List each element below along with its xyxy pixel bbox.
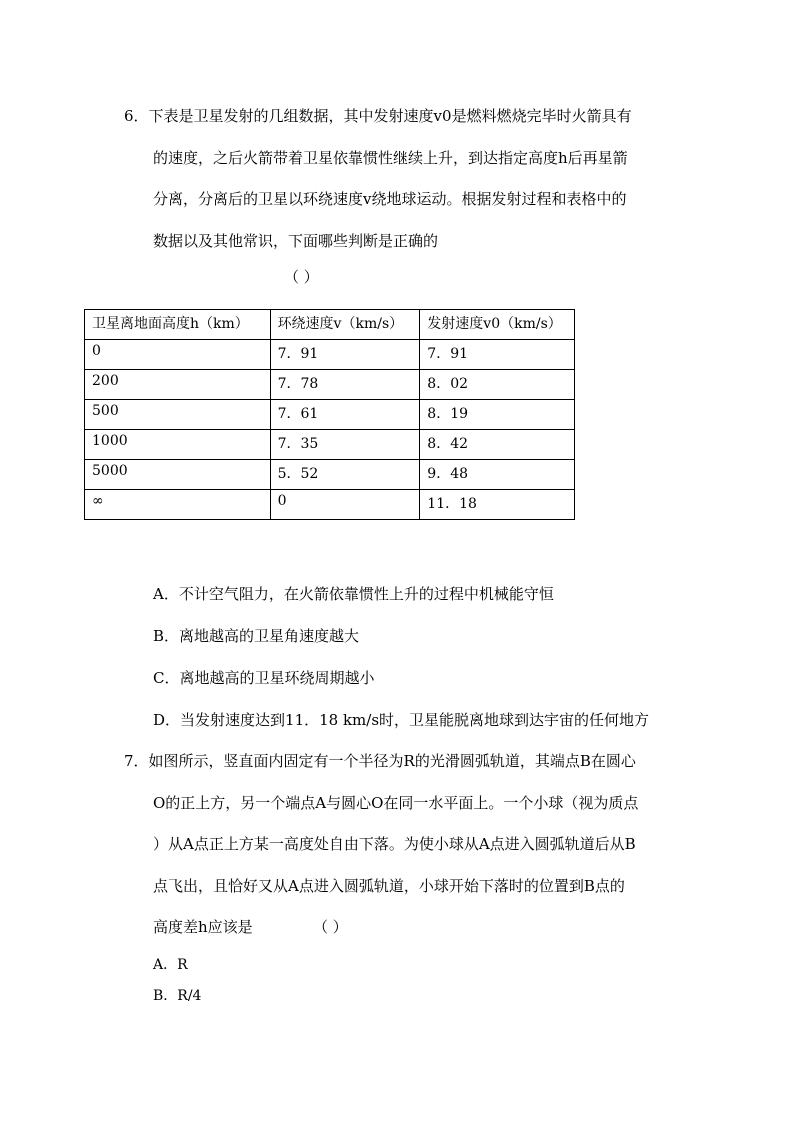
table-cell: 11．18: [420, 490, 575, 520]
q7-line-1: 7．如图所示，竖直面内固定有一个半径为R的光滑圆弧轨道，其端点B在圆心: [124, 752, 636, 770]
table-cell: 500: [85, 400, 271, 430]
table-cell: 9．48: [420, 460, 575, 490]
table-cell: 5．52: [270, 460, 420, 490]
q7-line-4: 点飞出，且恰好又从A点进入圆弧轨道，小球开始下落时的位置到B点的: [153, 877, 625, 895]
q7-option-b: B．R/4: [153, 988, 202, 1004]
q6-option-c: C．离地越高的卫星环绕周期越小: [153, 669, 375, 687]
table-cell: 5000: [85, 460, 271, 490]
q6-line-4: 数据以及其他常识，下面哪些判断是正确的: [153, 232, 439, 250]
table-row: [85, 460, 575, 490]
table-cell: 7．35: [270, 430, 420, 460]
q7-option-a: A．R: [153, 957, 188, 973]
table-cell: 8．19: [420, 400, 575, 430]
q7-line-5: 高度差h应该是: [153, 918, 253, 936]
table-cell: 0: [85, 340, 271, 370]
table-cell: 0: [270, 490, 420, 520]
q6-line-2: 的速度，之后火箭带着卫星依靠惯性继续上升，到达指定高度h后再星箭: [153, 149, 628, 167]
q7-answer-paren: （ ）: [313, 918, 348, 936]
header-orbit-speed: 环绕速度v（km/s）: [270, 310, 420, 340]
q6-answer-paren: （ ）: [284, 268, 319, 286]
table-row: [85, 490, 575, 520]
table-cell: 7．91: [420, 340, 575, 370]
q6-option-b: B．离地越高的卫星角速度越大: [153, 627, 360, 645]
q6-option-d: D．当发射速度达到11．18 km/s时，卫星能脱离地球到达宇宙的任何地方: [153, 711, 650, 729]
table-cell: 200: [85, 370, 271, 400]
table-cell: 1000: [85, 430, 271, 460]
table-cell: 7．61: [270, 400, 420, 430]
table-row: [85, 370, 575, 400]
table-cell: 8．42: [420, 430, 575, 460]
q7-line-2: O的正上方，另一个端点A与圆心O在同一水平面上。一个小球（视为质点: [153, 794, 639, 812]
header-height: 卫星离地面高度h（km）: [85, 310, 271, 340]
table-row: [85, 430, 575, 460]
table-cell: 7．78: [270, 370, 420, 400]
q6-line-1: 6．下表是卫星发射的几组数据，其中发射速度v0是燃料燃烧完毕时火箭具有: [124, 107, 632, 125]
q7-line-3: ）从A点正上方某一高度处自由下落。为使小球从A点进入圆弧轨道后从B: [153, 835, 636, 853]
table-cell: 7．91: [270, 340, 420, 370]
table-row: [85, 400, 575, 430]
table-cell: ∞: [85, 490, 271, 520]
q6-line-3: 分离，分离后的卫星以环绕速度v绕地球运动。根据发射过程和表格中的: [153, 190, 627, 208]
table-header-row: [85, 310, 575, 340]
header-launch-speed: 发射速度v0（km/s）: [420, 310, 575, 340]
q6-option-a: A．不计空气阻力，在火箭依靠惯性上升的过程中机械能守恒: [153, 585, 554, 603]
table-cell: 8．02: [420, 370, 575, 400]
table-row: [85, 340, 575, 370]
satellite-data-table: [84, 309, 575, 520]
